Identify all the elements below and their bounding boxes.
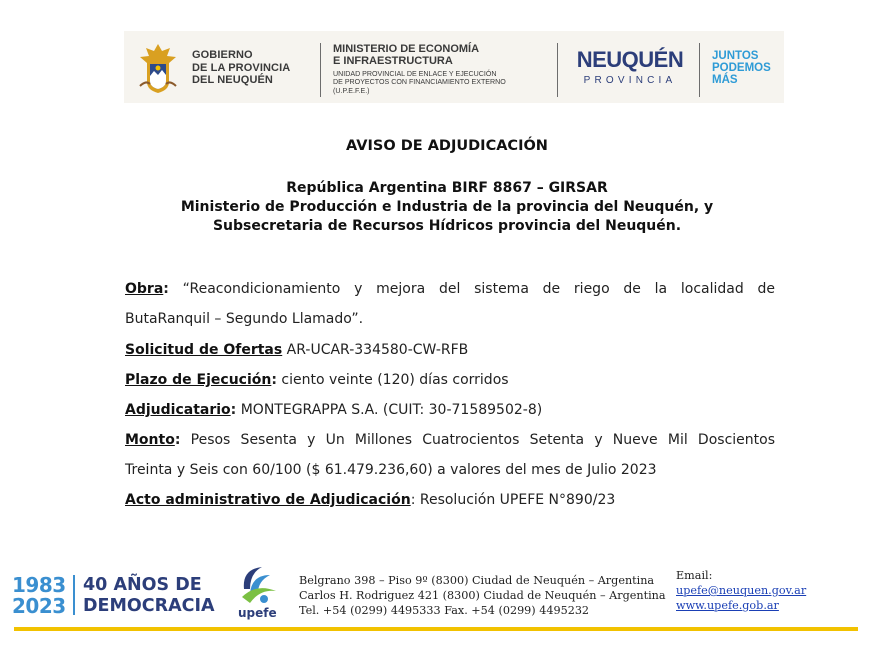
anos-line: DEMOCRACIA [83, 596, 215, 616]
slogan-line: PODEMOS [712, 62, 771, 74]
gobierno-line: GOBIERNO [192, 49, 253, 61]
plazo-label: Plazo de Ejecución [125, 372, 272, 388]
acto-row: Acto administrativo de Adjudicación: Resolución UPEFE N°890/23 [125, 492, 616, 508]
ministerio-line: MINISTERIO DE ECONOMÍA [333, 43, 480, 55]
obra-value: “Reacondicionamiento y mejora del sistema de riego de la localidad de [182, 281, 775, 297]
email-label: Email: [676, 569, 713, 582]
slogan-line: JUNTOS [712, 50, 759, 62]
divider [699, 43, 700, 97]
unidad-line: DE PROYECTOS CON FINANCIAMIENTO EXTERNO [333, 78, 506, 87]
acto-value: Resolución UPEFE N°890/23 [419, 492, 616, 508]
plazo-value: ciento veinte (120) días corridos [281, 372, 509, 388]
address-line: Belgrano 398 – Piso 9º (8300) Ciudad de Neuquén – Argentina [299, 574, 655, 587]
acto-label: Acto administrativo de Adjudicación [125, 492, 411, 508]
year-end: 2023 [12, 594, 66, 618]
monto-label: Monto [125, 432, 175, 448]
province-shield-icon [136, 42, 180, 94]
upefe-word: upefe [238, 606, 277, 620]
gobierno-line: DE LA PROVINCIA [192, 61, 291, 74]
monto-line-2: Treinta y Seis con 60/100 ($ 61.479.236,60) a valores del mes de Julio 2023 [125, 462, 657, 478]
year-start: 1983 [12, 573, 66, 597]
ministerio-line: E INFRAESTRUCTURA [333, 55, 453, 67]
solicitud-value: AR-UCAR-334580-CW-RFB [286, 342, 469, 358]
obra-line-2: ButaRanquil – Segundo Llamado”. [125, 311, 364, 327]
obra-label: Obra [125, 281, 164, 297]
adjudicatario-label: Adjudicatario [125, 402, 231, 418]
solicitud-label: Solicitud de Ofertas [125, 342, 283, 358]
document-subtitle [0, 179, 882, 236]
gobierno-text [192, 49, 312, 87]
neuquen-logo [571, 48, 689, 86]
footer-contact [676, 568, 806, 613]
ministerio-text [333, 43, 508, 95]
monto-line-1: Monto: Pesos Sesenta y Un Millones Cuatrocientos Setenta y Nueve Mil Doscientos [125, 432, 775, 448]
subtitle-line: Ministerio de Producción e Industria de la provincia del Neuquén, y [180, 199, 714, 215]
phone-line: Tel. +54 (0299) 4495333 Fax. +54 (0299) 4495232 [299, 604, 590, 617]
provincia-word: PROVINCIA [583, 75, 677, 86]
solicitud-row [125, 342, 775, 358]
subtitle-line: Subsecretaria de Recursos Hídricos provincia del Neuquén. [212, 218, 682, 234]
divider [73, 575, 75, 615]
website-link[interactable]: www.upefe.gob.ar [676, 599, 779, 612]
footer-gold-line [14, 627, 858, 631]
obra-line-1: Obra: “Reacondicionamiento y mejora del sistema de riego de la localidad de [125, 281, 775, 297]
email-row [676, 568, 806, 598]
divider [557, 43, 558, 97]
email-link[interactable]: upefe@neuquen.gov.ar [676, 584, 807, 597]
divider [320, 43, 321, 97]
subtitle-line: República Argentina BIRF 8867 – GIRSAR [286, 180, 608, 196]
neuquen-word: NEUQUÉN [576, 47, 684, 72]
adjudicatario-value: MONTEGRAPPA S.A. (CUIT: 30-71589502-8) [240, 402, 543, 418]
page-title: AVISO DE ADJUDICACIÓN [346, 138, 548, 154]
adjudicatario-row: Adjudicatario: MONTEGRAPPA S.A. (CUIT: 30-71589502-8) [125, 402, 543, 418]
unidad-line: (U.P.E.F.E.) [333, 86, 370, 95]
slogan-line: MÁS [712, 74, 738, 86]
header-banner [124, 31, 784, 103]
plazo-row: Plazo de Ejecución: ciento veinte (120) días corridos [125, 372, 509, 388]
monto-value: Pesos Sesenta y Un Millones Cuatrocientos Setenta y Nueve Mil Doscientos [190, 432, 775, 448]
gobierno-line: DEL NEUQUÉN [192, 74, 273, 86]
address-line: Carlos H. Rodriguez 421 (8300) Ciudad de Neuquén – Argentina [299, 589, 666, 602]
anos-line: 40 AÑOS DE [83, 575, 202, 595]
footer-address [299, 573, 666, 618]
unidad-line: UNIDAD PROVINCIAL DE ENLACE Y EJECUCIÓN [333, 70, 497, 78]
democracia-logo [83, 575, 215, 617]
years-logo [12, 575, 66, 617]
slogan [712, 50, 784, 86]
